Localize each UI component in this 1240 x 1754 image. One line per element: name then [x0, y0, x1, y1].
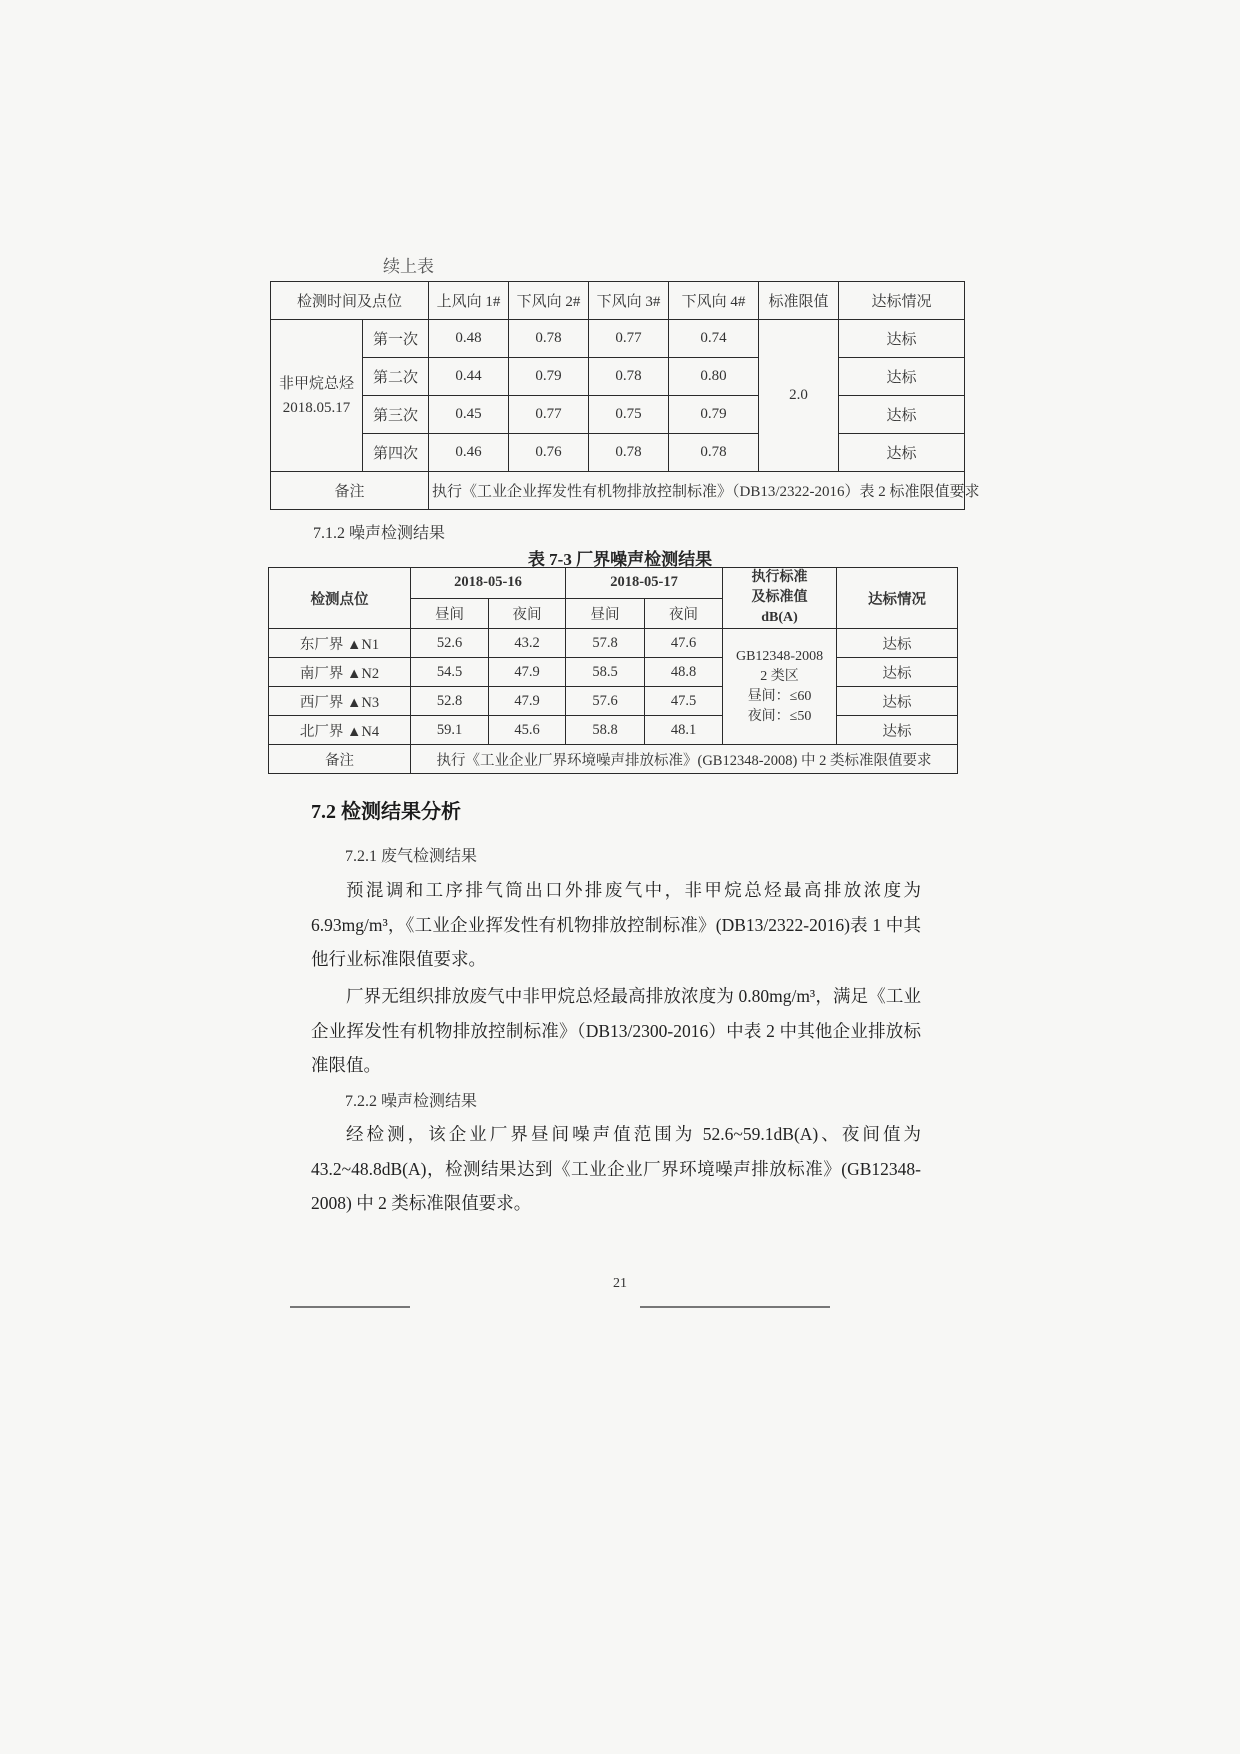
value-cell: 0.44 [429, 358, 509, 396]
value-cell: 0.46 [429, 434, 509, 472]
value-cell: 0.79 [669, 396, 759, 434]
table-header-row [269, 568, 958, 599]
item-name: 非甲烷总烃 [278, 375, 354, 392]
remark-text: 执行《工业企业厂界环境噪声排放标准》(GB12348-2008) 中 2 类标准限值要求 [411, 745, 958, 774]
section-heading-7-2-2: 7.2.2 噪声检测结果 [345, 1093, 478, 1110]
round-label: 第一次 [363, 320, 429, 358]
item-date: 2018.05.17 [282, 399, 351, 416]
value-cell: 47.9 [489, 687, 566, 716]
value-cell: 0.45 [429, 396, 509, 434]
header-cell: 检测时间及点位 [271, 282, 429, 320]
value-cell: 57.8 [566, 629, 645, 658]
point-cell: 北厂界 ▲N4 [269, 716, 411, 745]
status-cell: 达标 [839, 434, 965, 472]
header-cell: 达标情况 [839, 282, 965, 320]
header-cell: 下风向 2# [509, 282, 589, 320]
value-cell: 57.6 [566, 687, 645, 716]
table-row [271, 434, 965, 472]
status-cell: 达标 [837, 716, 958, 745]
round-label: 第三次 [363, 396, 429, 434]
value-cell: 0.76 [509, 434, 589, 472]
remark-label: 备注 [271, 472, 429, 510]
value-cell: 0.78 [589, 434, 669, 472]
status-cell: 达标 [837, 658, 958, 687]
value-cell: 47.6 [645, 629, 723, 658]
value-cell: 0.78 [509, 320, 589, 358]
value-cell: 0.79 [509, 358, 589, 396]
table-row [269, 629, 958, 658]
header-cell: 检测点位 [269, 568, 411, 629]
header-cell: 达标情况 [837, 568, 958, 629]
value-cell: 54.5 [411, 658, 489, 687]
remark-row [271, 472, 965, 510]
status-cell: 达标 [837, 629, 958, 658]
value-cell: 48.1 [645, 716, 723, 745]
value-cell: 48.8 [645, 658, 723, 687]
subheader-cell: 夜间 [489, 598, 566, 629]
value-cell: 47.5 [645, 687, 723, 716]
status-cell: 达标 [837, 687, 958, 716]
table-row [271, 396, 965, 434]
paragraph-boundary-emission: 厂界无组织排放废气中非甲烷总烃最高排放浓度为 0.80mg/m³，满足《工业企业挥发性有机物排放控制标准》（DB13/2300-2016）中表 2 中其他企业排放标准限值。 [311, 986, 921, 1075]
table-caption: 表 7-3 厂界噪声检测结果 [527, 550, 713, 569]
status-cell: 达标 [839, 358, 965, 396]
value-cell: 45.6 [489, 716, 566, 745]
limit-cell: 2.0 [759, 320, 839, 472]
section-heading-7-1-2: 7.1.2 噪声检测结果 [313, 525, 446, 542]
round-label: 第二次 [363, 358, 429, 396]
value-cell: 0.77 [589, 320, 669, 358]
standard-header [723, 568, 837, 629]
standard-line: 夜间：≤50 [747, 708, 812, 724]
value-cell: 0.77 [509, 396, 589, 434]
point-cell: 西厂界 ▲N3 [269, 687, 411, 716]
noise-results-table [268, 567, 958, 774]
section-heading-7-2: 7.2 检测结果分析 [311, 801, 461, 823]
value-cell: 47.9 [489, 658, 566, 687]
header-cell: 标准限值 [759, 282, 839, 320]
value-cell: 52.6 [411, 629, 489, 658]
value-cell: 0.78 [669, 434, 759, 472]
remark-row [269, 745, 958, 774]
status-cell: 达标 [839, 320, 965, 358]
table-row [271, 358, 965, 396]
value-cell: 0.48 [429, 320, 509, 358]
table-row [271, 320, 965, 358]
round-label: 第四次 [363, 434, 429, 472]
remark-label: 备注 [269, 745, 411, 774]
header-cell: 上风向 1# [429, 282, 509, 320]
table-row [269, 658, 958, 687]
page-number: 21 [613, 1276, 627, 1291]
subheader-cell: 昼间 [411, 598, 489, 629]
header-line: 执行标准 [751, 570, 808, 585]
table-header-row [271, 282, 965, 320]
status-cell: 达标 [839, 396, 965, 434]
value-cell: 58.8 [566, 716, 645, 745]
scan-artifact-line [640, 1306, 830, 1308]
item-cell [271, 320, 363, 472]
paragraph-exhaust-results: 预混调和工序排气筒出口外排废气中，非甲烷总烃最高排放浓度为 6.93mg/m³，《工业企业挥发性有机物排放控制标准》(DB13/2322-2016)表 1 中其他行业标准限值要求。 [311, 880, 921, 969]
value-cell: 59.1 [411, 716, 489, 745]
paragraph-noise-results: 经检测，该企业厂界昼间噪声值范围为 52.6~59.1dB(A)、夜间值为 43.2~48.8dB(A)，检测结果达到《工业企业厂界环境噪声排放标准》(GB12348-2008) 中 2 类标准限值要求。 [311, 1124, 921, 1213]
value-cell: 0.80 [669, 358, 759, 396]
header-cell: 下风向 3# [589, 282, 669, 320]
date-header: 2018-05-16 [411, 568, 566, 599]
header-line: dB(A) [761, 610, 798, 625]
value-cell: 0.74 [669, 320, 759, 358]
continued-label: 续上表 [383, 257, 434, 276]
point-cell: 东厂界 ▲N1 [269, 629, 411, 658]
subheader-cell: 昼间 [566, 598, 645, 629]
value-cell: 58.5 [566, 658, 645, 687]
header-line: 及标准值 [751, 590, 808, 605]
table-row [269, 716, 958, 745]
value-cell: 0.75 [589, 396, 669, 434]
standard-cell [723, 629, 837, 745]
table-row [269, 687, 958, 716]
subheader-cell: 夜间 [645, 598, 723, 629]
value-cell: 0.78 [589, 358, 669, 396]
point-cell: 南厂界 ▲N2 [269, 658, 411, 687]
date-header: 2018-05-17 [566, 568, 723, 599]
header-cell: 下风向 4# [669, 282, 759, 320]
scan-artifact-line [290, 1306, 410, 1308]
remark-text: 执行《工业企业挥发性有机物排放控制标准》（DB13/2322-2016）表 2 标准限值要求 [429, 472, 965, 510]
value-cell: 43.2 [489, 629, 566, 658]
standard-line: 2 类区 [760, 668, 799, 684]
section-heading-7-2-1: 7.2.1 废气检测结果 [345, 848, 478, 865]
voc-results-table [270, 281, 980, 510]
standard-line: GB12348-2008 [735, 648, 824, 664]
value-cell: 52.8 [411, 687, 489, 716]
standard-line: 昼间：≤60 [747, 688, 812, 704]
